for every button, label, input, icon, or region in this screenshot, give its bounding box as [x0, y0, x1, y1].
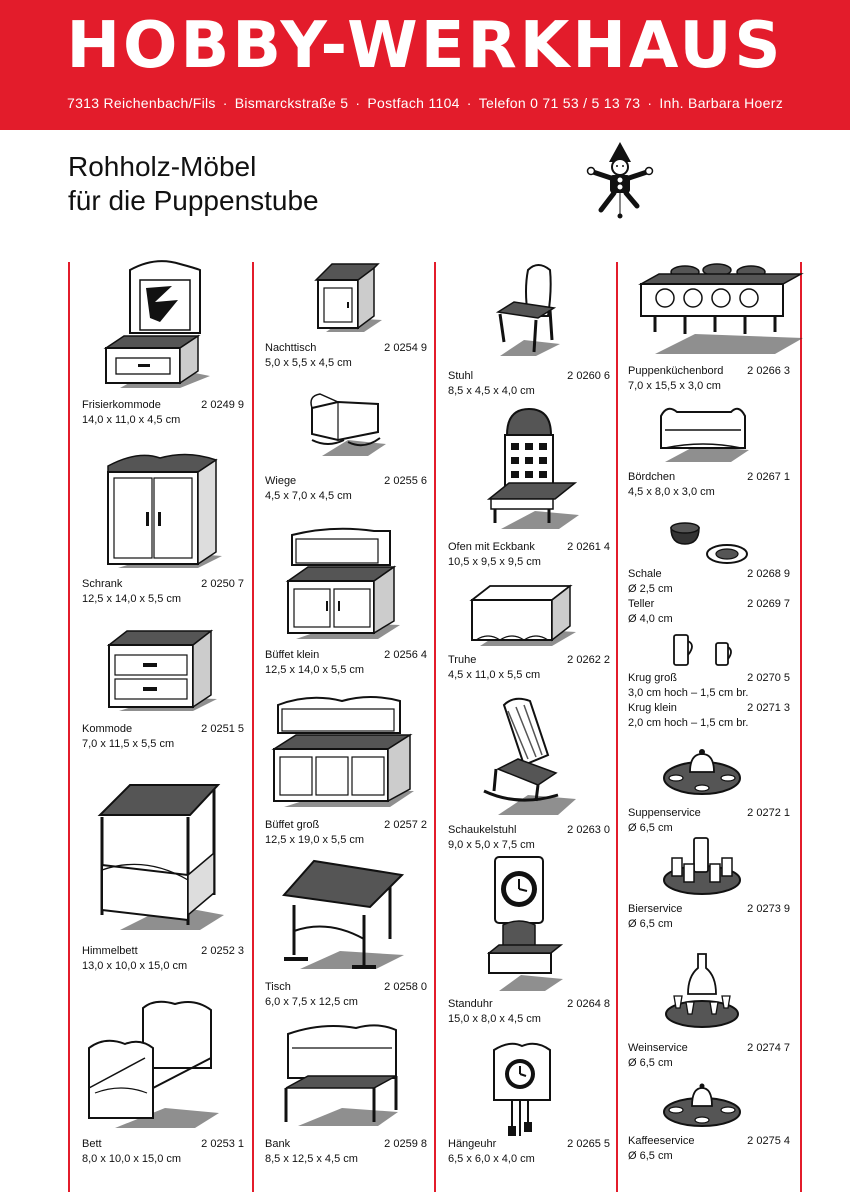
- product-number: 2 0249 9: [201, 399, 244, 411]
- truhe-illustration: [468, 582, 578, 650]
- product-wiege: [265, 474, 427, 504]
- address-postbox: Postfach 1104: [367, 95, 460, 111]
- product-boerdchen: [628, 470, 790, 500]
- product-name: Bierservice: [628, 903, 683, 915]
- product-name: Puppenküchenbord: [628, 365, 724, 377]
- title-line-1: Rohholz-Möbel: [68, 151, 257, 182]
- page-title: [68, 150, 319, 218]
- product-nachttisch: [265, 341, 427, 371]
- product-bueffet-gross: [265, 818, 427, 848]
- schale-teller-illustration: [665, 510, 765, 570]
- product-ofen-mit-eckbank: [448, 540, 610, 570]
- product-number: 2 0260 6: [567, 370, 610, 382]
- product-standuhr: [448, 997, 610, 1027]
- product-number: 2 0261 4: [567, 541, 610, 553]
- standuhr-illustration: [485, 853, 565, 995]
- brand-logo: HOBBY-WERKHAUS: [66, 9, 784, 83]
- product-size: 7,0 x 15,5 x 3,0 cm: [628, 380, 721, 392]
- product-name: Schaukelstuhl: [448, 824, 517, 836]
- tisch-illustration: [280, 855, 405, 973]
- bank-illustration: [282, 1018, 400, 1130]
- product-size: 5,0 x 5,5 x 4,5 cm: [265, 357, 352, 369]
- product-name: Büffet klein: [265, 649, 320, 661]
- boerdchen-illustration: [655, 400, 750, 465]
- jumping-jack-mascot-icon: [585, 140, 655, 220]
- product-size: 12,5 x 14,0 x 5,5 cm: [265, 664, 365, 676]
- product-frisierkommode: [82, 398, 244, 428]
- wiege-illustration: [308, 388, 388, 460]
- title-line-2: für die Puppenstube: [68, 185, 319, 216]
- krug-illustration: [668, 625, 748, 673]
- product-size: 7,0 x 11,5 x 5,5 cm: [82, 738, 175, 750]
- product-name: Wiege: [265, 475, 297, 487]
- product-name: Büffet groß: [265, 819, 320, 831]
- product-name: Krug groß: [628, 672, 677, 684]
- product-number: 2 0265 5: [567, 1138, 610, 1150]
- address-line: 7313 Reichenbach/Fils · Bismarckstraße 5 · Postfach 1104 · Telefon 0 71 53 / 5 13 73 · Inh. Barbara Hoerz: [66, 95, 783, 111]
- product-truhe: [448, 653, 610, 683]
- product-number: 2 0269 7: [747, 598, 790, 610]
- product-schaukelstuhl: [448, 823, 610, 853]
- product-size: 3,0 cm hoch – 1,5 cm br.: [628, 687, 749, 699]
- suppenservice-illustration: [660, 738, 745, 800]
- product-name: Suppenservice: [628, 807, 701, 819]
- product-size: 8,0 x 10,0 x 15,0 cm: [82, 1153, 182, 1165]
- schaukelstuhl-illustration: [478, 695, 578, 820]
- product-size: Ø 4,0 cm: [628, 613, 673, 625]
- product-number: 2 0250 7: [201, 578, 244, 590]
- product-name: Teller: [628, 598, 655, 610]
- column-divider: [68, 262, 70, 1192]
- product-number: 2 0256 4: [384, 649, 427, 661]
- bierservice-illustration: [660, 830, 745, 898]
- kaffeeservice-illustration: [660, 1078, 745, 1130]
- address-city: 7313 Reichenbach/Fils: [66, 95, 216, 111]
- product-number: 2 0257 2: [384, 819, 427, 831]
- product-puppenkuechenbord: [628, 364, 790, 394]
- product-name: Nachttisch: [265, 342, 317, 354]
- himmelbett-illustration: [90, 775, 225, 935]
- product-weinservice: [628, 1041, 790, 1071]
- product-name: Hängeuhr: [448, 1138, 497, 1150]
- product-number: 2 0267 1: [747, 471, 790, 483]
- product-number: 2 0262 2: [567, 654, 610, 666]
- product-bett: [82, 1137, 244, 1167]
- product-number: 2 0271 3: [747, 702, 790, 714]
- product-number: 2 0268 9: [747, 568, 790, 580]
- product-name: Truhe: [448, 654, 477, 666]
- ofen-mit-eckbank-illustration: [485, 405, 580, 533]
- product-number: 2 0259 8: [384, 1138, 427, 1150]
- product-tisch: [265, 980, 427, 1010]
- product-name: Kommode: [82, 723, 133, 735]
- product-schrank: [82, 577, 244, 607]
- product-size: Ø 2,5 cm: [628, 583, 673, 595]
- product-size: 4,5 x 7,0 x 4,5 cm: [265, 490, 352, 502]
- product-bank: [265, 1137, 427, 1167]
- product-name: Ofen mit Eckbank: [448, 541, 535, 553]
- bett-illustration: [85, 998, 220, 1133]
- column-divider: [434, 262, 436, 1192]
- product-number: 2 0258 0: [384, 981, 427, 993]
- product-name: Frisierkommode: [82, 399, 161, 411]
- product-number: 2 0266 3: [747, 365, 790, 377]
- kommode-illustration: [103, 625, 218, 715]
- product-krug-klein: [628, 701, 790, 731]
- product-size: 15,0 x 8,0 x 4,5 cm: [448, 1013, 541, 1025]
- product-number: 2 0255 6: [384, 475, 427, 487]
- column-divider: [800, 262, 802, 1192]
- product-name: Tisch: [265, 981, 291, 993]
- product-number: 2 0254 9: [384, 342, 427, 354]
- bueffet-gross-illustration: [270, 693, 415, 811]
- product-name: Schale: [628, 568, 662, 580]
- address-phone: Telefon 0 71 53 / 5 13 73: [478, 95, 641, 111]
- header-banner: [0, 0, 850, 130]
- product-number: 2 0273 9: [747, 903, 790, 915]
- product-size: 4,5 x 11,0 x 5,5 cm: [448, 669, 541, 681]
- product-size: 6,0 x 7,5 x 12,5 cm: [265, 996, 358, 1008]
- product-teller: [628, 597, 790, 627]
- product-number: 2 0274 7: [747, 1042, 790, 1054]
- product-himmelbett: [82, 944, 244, 974]
- product-name: Bördchen: [628, 471, 676, 483]
- weinservice-illustration: [662, 950, 742, 1032]
- haengeuhr-illustration: [490, 1040, 555, 1140]
- product-size: Ø 6,5 cm: [628, 822, 673, 834]
- product-size: 12,5 x 14,0 x 5,5 cm: [82, 593, 182, 605]
- product-size: Ø 6,5 cm: [628, 918, 673, 930]
- product-bueffet-klein: [265, 648, 427, 678]
- product-name: Krug klein: [628, 702, 677, 714]
- product-haengeuhr: [448, 1137, 610, 1167]
- product-number: 2 0272 1: [747, 807, 790, 819]
- column-divider: [252, 262, 254, 1192]
- product-number: 2 0252 3: [201, 945, 244, 957]
- address-street: Bismarckstraße 5: [234, 95, 349, 111]
- product-size: Ø 6,5 cm: [628, 1150, 673, 1162]
- product-number: 2 0270 5: [747, 672, 790, 684]
- product-name: Himmelbett: [82, 945, 138, 957]
- product-number: 2 0263 0: [567, 824, 610, 836]
- product-number: 2 0275 4: [747, 1135, 790, 1147]
- product-size: 2,0 cm hoch – 1,5 cm br.: [628, 717, 749, 729]
- product-number: 2 0251 5: [201, 723, 244, 735]
- product-bierservice: [628, 902, 790, 932]
- puppenkuechenbord-illustration: [635, 258, 805, 358]
- address-owner: Inh. Barbara Hoerz: [659, 95, 783, 111]
- product-name: Standuhr: [448, 998, 493, 1010]
- product-name: Bank: [265, 1138, 291, 1150]
- stuhl-illustration: [490, 260, 562, 360]
- product-size: 4,5 x 8,0 x 3,0 cm: [628, 486, 715, 498]
- nachttisch-illustration: [312, 258, 384, 336]
- frisierkommode-illustration: [100, 258, 215, 393]
- product-size: 8,5 x 4,5 x 4,0 cm: [448, 385, 535, 397]
- product-size: 13,0 x 10,0 x 15,0 cm: [82, 960, 188, 972]
- product-number: 2 0264 8: [567, 998, 610, 1010]
- product-schale: [628, 567, 790, 597]
- product-name: Weinservice: [628, 1042, 688, 1054]
- product-kommode: [82, 722, 244, 752]
- product-kaffeeservice: [628, 1134, 790, 1164]
- product-size: 10,5 x 9,5 x 9,5 cm: [448, 556, 541, 568]
- product-size: 8,5 x 12,5 x 4,5 cm: [265, 1153, 358, 1165]
- product-stuhl: [448, 369, 610, 399]
- product-suppenservice: [628, 806, 790, 836]
- product-size: 12,5 x 19,0 x 5,5 cm: [265, 834, 365, 846]
- column-divider: [616, 262, 618, 1192]
- product-size: 9,0 x 5,0 x 7,5 cm: [448, 839, 535, 851]
- product-size: 6,5 x 6,0 x 4,0 cm: [448, 1153, 535, 1165]
- product-name: Bett: [82, 1138, 102, 1150]
- product-name: Kaffeeservice: [628, 1135, 695, 1147]
- product-krug-gross: [628, 671, 790, 701]
- product-size: Ø 6,5 cm: [628, 1057, 673, 1069]
- product-number: 2 0253 1: [201, 1138, 244, 1150]
- product-name: Stuhl: [448, 370, 474, 382]
- product-name: Schrank: [82, 578, 123, 590]
- product-size: 14,0 x 11,0 x 4,5 cm: [82, 414, 181, 426]
- schrank-illustration: [98, 448, 223, 573]
- bueffet-klein-illustration: [282, 525, 402, 643]
